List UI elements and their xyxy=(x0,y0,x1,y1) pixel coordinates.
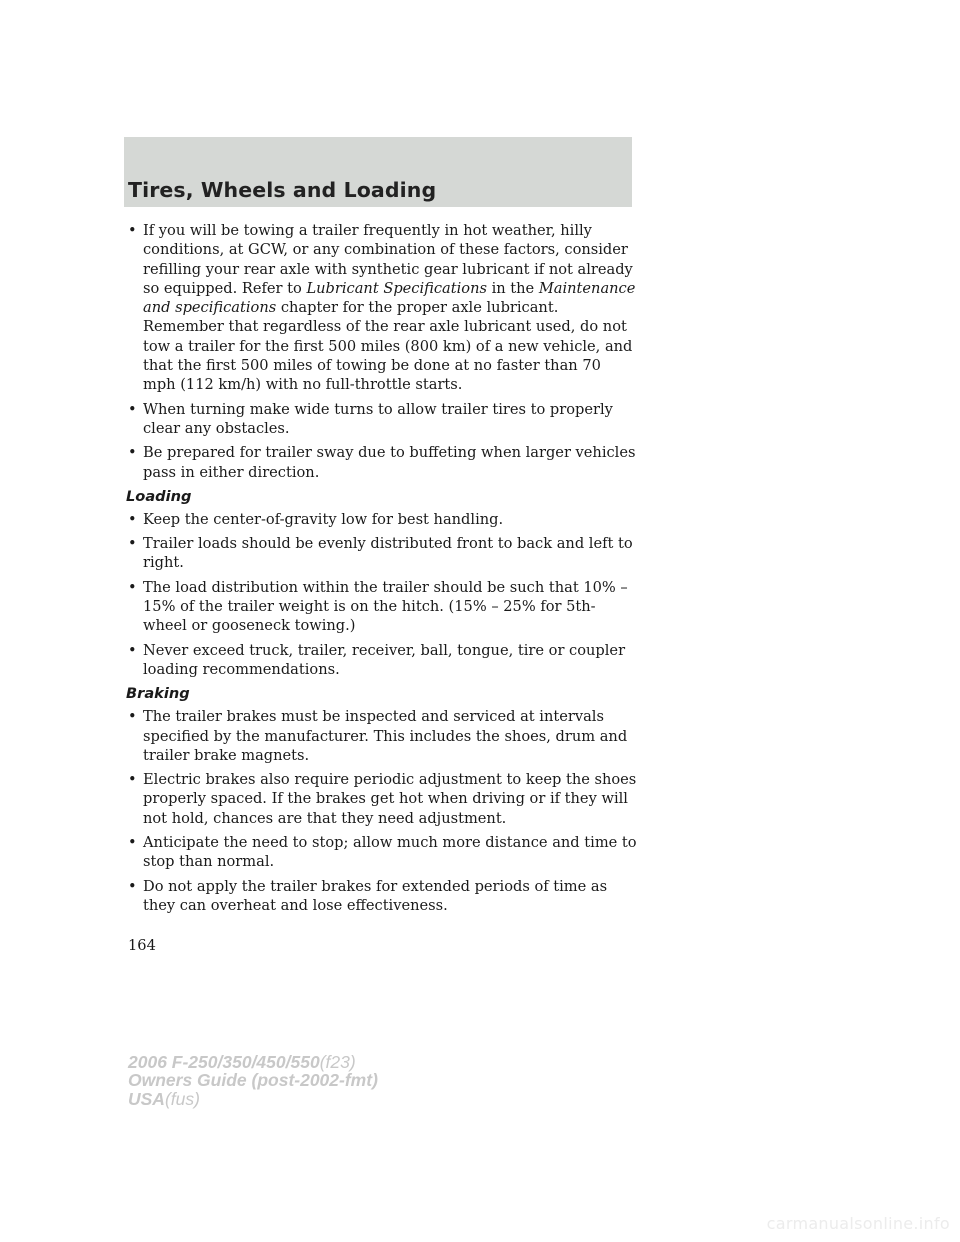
list-item: • Anticipate the need to stop; allow much more distance and time to stop than normal. xyxy=(128,833,638,872)
intro-bullet-list xyxy=(128,221,638,482)
document-footer xyxy=(128,1053,378,1108)
list-item: • When turning make wide turns to allow trailer tires to properly clear any obstacles. xyxy=(128,400,638,439)
footer-market: USA xyxy=(128,1088,165,1109)
list-item: • Never exceed truck, trailer, receiver, ball, tongue, tire or coupler loading recommendations. xyxy=(128,641,638,680)
footer-line-2: Owners Guide (post-2002-fmt) xyxy=(128,1070,378,1091)
footer-line-1 xyxy=(128,1053,378,1071)
list-item: • Keep the center-of-gravity low for best handling. xyxy=(128,510,638,529)
section-heading-braking: Braking xyxy=(126,685,190,703)
list-item: • If you will be towing a trailer frequently in hot weather, hilly conditions, at GCW, or any combination of these factors, consider refilling your rear axle with synthetic gear lubricant if not already so equipped. Refer to Lubricant Specifications in the Maintenance and specifications chapter for the proper axle lubricant. Remember that regardless of the rear axle lubricant used, do not tow a trailer for the first 500 miles (800 km) of a new vehicle, and that the first 500 miles of towing be done at no faster than 70 mph (112 km/h) with no full-throttle starts. xyxy=(128,221,638,395)
list-item: • Do not apply the trailer brakes for extended periods of time as they can overheat and lose effectiveness. xyxy=(128,877,638,916)
watermark: carmanualsonline.info xyxy=(766,1214,950,1233)
sections xyxy=(128,487,638,915)
footer-line-3 xyxy=(128,1090,378,1108)
page-title: Tires, Wheels and Loading xyxy=(128,178,437,202)
section-heading-loading: Loading xyxy=(126,487,192,505)
footer-market-code: (fus) xyxy=(164,1088,200,1109)
list-item: • The load distribution within the trailer should be such that 10% – 15% of the trailer weight is on the hitch. (15% – 25% for 5th-wheel or gooseneck towing.) xyxy=(128,578,638,636)
list-item: • Trailer loads should be evenly distributed front to back and left to right. xyxy=(128,534,638,573)
page-number: 164 xyxy=(128,937,156,954)
list-item: • Electric brakes also require periodic adjustment to keep the shoes properly spaced. If the brakes get hot when driving or if they will not hold, chances are that they need adjustment. xyxy=(128,770,638,828)
main-content xyxy=(128,221,638,920)
footer-model: 2006 F-250/350/450/550 xyxy=(128,1052,320,1072)
list-item: • Be prepared for trailer sway due to buffeting when larger vehicles pass in either direction. xyxy=(128,443,638,482)
footer-model-code: (f23) xyxy=(319,1052,356,1072)
list-item: • The trailer brakes must be inspected and serviced at intervals specified by the manufacturer. This includes the shoes, drum and trailer brake magnets. xyxy=(128,707,638,765)
